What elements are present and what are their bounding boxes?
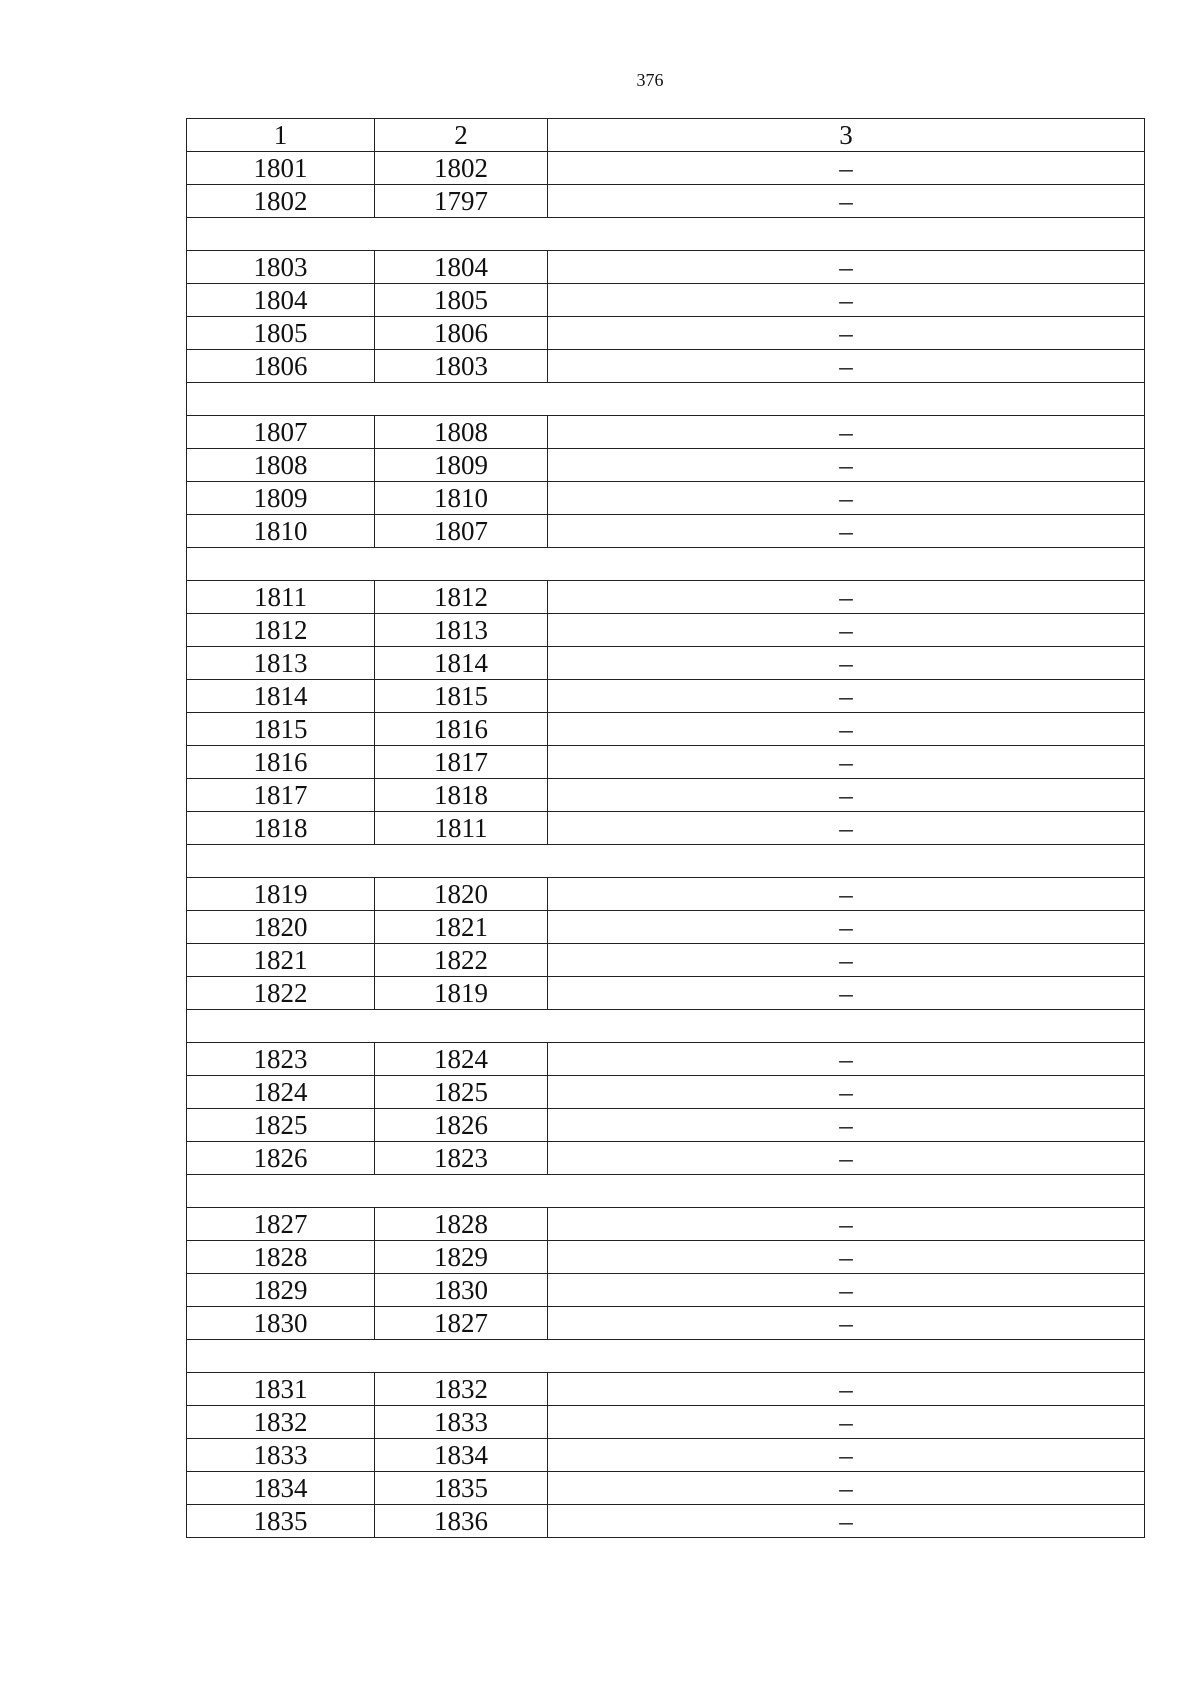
cell-col-3: –	[548, 713, 1145, 746]
cell-col-2: 1820	[375, 878, 548, 911]
cell-col-1: 1811	[187, 581, 375, 614]
cell-col-3: –	[548, 350, 1145, 383]
cell-col-1: 1835	[187, 1505, 375, 1538]
group-separator-row	[187, 845, 1145, 878]
group-separator-row	[187, 1175, 1145, 1208]
cell-col-1: 1818	[187, 812, 375, 845]
cell-col-1: 1812	[187, 614, 375, 647]
table-row	[187, 1241, 1145, 1274]
cell-col-3: –	[548, 1109, 1145, 1142]
cell-col-3: –	[548, 779, 1145, 812]
cell-col-1: 1828	[187, 1241, 375, 1274]
header-cell-2: 2	[375, 119, 548, 152]
cell-col-1: 1804	[187, 284, 375, 317]
table-row	[187, 614, 1145, 647]
group-separator-cell	[187, 548, 1145, 581]
cell-col-3: –	[548, 1241, 1145, 1274]
cell-col-1: 1827	[187, 1208, 375, 1241]
cell-col-2: 1808	[375, 416, 548, 449]
cell-col-2: 1810	[375, 482, 548, 515]
cell-col-2: 1811	[375, 812, 548, 845]
table-row	[187, 1142, 1145, 1175]
cell-col-3: –	[548, 1043, 1145, 1076]
table-row	[187, 1208, 1145, 1241]
cell-col-3: –	[548, 911, 1145, 944]
group-separator-cell	[187, 218, 1145, 251]
cell-col-3: –	[548, 482, 1145, 515]
table-row	[187, 713, 1145, 746]
table-row	[187, 1439, 1145, 1472]
cell-col-3: –	[548, 1208, 1145, 1241]
cell-col-1: 1825	[187, 1109, 375, 1142]
cell-col-2: 1817	[375, 746, 548, 779]
cell-col-1: 1822	[187, 977, 375, 1010]
table-row	[187, 185, 1145, 218]
cell-col-3: –	[548, 449, 1145, 482]
cell-col-2: 1835	[375, 1472, 548, 1505]
cell-col-2: 1813	[375, 614, 548, 647]
cell-col-1: 1830	[187, 1307, 375, 1340]
table-row	[187, 1274, 1145, 1307]
group-separator-cell	[187, 1010, 1145, 1043]
cell-col-2: 1805	[375, 284, 548, 317]
cell-col-1: 1802	[187, 185, 375, 218]
cell-col-1: 1803	[187, 251, 375, 284]
cell-col-3: –	[548, 944, 1145, 977]
header-cell-1: 1	[187, 119, 375, 152]
table-row	[187, 482, 1145, 515]
cell-col-3: –	[548, 812, 1145, 845]
cell-col-3: –	[548, 284, 1145, 317]
cell-col-2: 1819	[375, 977, 548, 1010]
table-body	[187, 119, 1145, 1538]
group-separator-row	[187, 218, 1145, 251]
cell-col-1: 1806	[187, 350, 375, 383]
table-row	[187, 515, 1145, 548]
cell-col-3: –	[548, 1373, 1145, 1406]
cell-col-2: 1806	[375, 317, 548, 350]
table-row	[187, 449, 1145, 482]
cell-col-1: 1834	[187, 1472, 375, 1505]
cell-col-3: –	[548, 152, 1145, 185]
cell-col-1: 1817	[187, 779, 375, 812]
table-row	[187, 284, 1145, 317]
cell-col-3: –	[548, 1439, 1145, 1472]
group-separator-cell	[187, 1340, 1145, 1373]
header-cell-3: 3	[548, 119, 1145, 152]
group-separator-cell	[187, 383, 1145, 416]
cell-col-2: 1826	[375, 1109, 548, 1142]
table-row	[187, 944, 1145, 977]
cell-col-1: 1808	[187, 449, 375, 482]
cell-col-1: 1807	[187, 416, 375, 449]
table-row	[187, 878, 1145, 911]
cell-col-1: 1820	[187, 911, 375, 944]
cell-col-1: 1813	[187, 647, 375, 680]
cell-col-2: 1809	[375, 449, 548, 482]
table-row	[187, 812, 1145, 845]
cell-col-3: –	[548, 581, 1145, 614]
cell-col-3: –	[548, 878, 1145, 911]
cell-col-2: 1803	[375, 350, 548, 383]
table-row	[187, 317, 1145, 350]
cell-col-1: 1819	[187, 878, 375, 911]
table-row	[187, 1406, 1145, 1439]
cell-col-2: 1822	[375, 944, 548, 977]
cell-col-2: 1833	[375, 1406, 548, 1439]
cell-col-1: 1824	[187, 1076, 375, 1109]
cell-col-3: –	[548, 515, 1145, 548]
cell-col-2: 1827	[375, 1307, 548, 1340]
table-row	[187, 350, 1145, 383]
table-row	[187, 1043, 1145, 1076]
cell-col-3: –	[548, 1142, 1145, 1175]
page-number: 376	[636, 70, 664, 90]
cell-col-3: –	[548, 746, 1145, 779]
cell-col-3: –	[548, 977, 1145, 1010]
table-row	[187, 416, 1145, 449]
data-table	[186, 118, 1145, 1538]
cell-col-3: –	[548, 1307, 1145, 1340]
cell-col-3: –	[548, 317, 1145, 350]
header-row	[187, 119, 1145, 152]
table-row	[187, 1307, 1145, 1340]
cell-col-1: 1832	[187, 1406, 375, 1439]
table-row	[187, 1109, 1145, 1142]
cell-col-3: –	[548, 1076, 1145, 1109]
cell-col-2: 1829	[375, 1241, 548, 1274]
cell-col-3: –	[548, 614, 1145, 647]
cell-col-3: –	[548, 185, 1145, 218]
cell-col-2: 1828	[375, 1208, 548, 1241]
cell-col-2: 1830	[375, 1274, 548, 1307]
cell-col-1: 1816	[187, 746, 375, 779]
cell-col-1: 1814	[187, 680, 375, 713]
cell-col-3: –	[548, 1472, 1145, 1505]
cell-col-1: 1833	[187, 1439, 375, 1472]
cell-col-2: 1797	[375, 185, 548, 218]
cell-col-3: –	[548, 1505, 1145, 1538]
cell-col-3: –	[548, 1274, 1145, 1307]
table-row	[187, 152, 1145, 185]
table-row	[187, 1472, 1145, 1505]
table-row	[187, 1505, 1145, 1538]
cell-col-1: 1823	[187, 1043, 375, 1076]
table-row	[187, 581, 1145, 614]
cell-col-2: 1802	[375, 152, 548, 185]
table-row	[187, 911, 1145, 944]
cell-col-2: 1832	[375, 1373, 548, 1406]
cell-col-3: –	[548, 251, 1145, 284]
table-row	[187, 647, 1145, 680]
table-row	[187, 746, 1145, 779]
cell-col-2: 1816	[375, 713, 548, 746]
cell-col-2: 1836	[375, 1505, 548, 1538]
cell-col-1: 1831	[187, 1373, 375, 1406]
group-separator-row	[187, 548, 1145, 581]
cell-col-1: 1826	[187, 1142, 375, 1175]
cell-col-2: 1812	[375, 581, 548, 614]
group-separator-row	[187, 383, 1145, 416]
group-separator-cell	[187, 845, 1145, 878]
cell-col-1: 1809	[187, 482, 375, 515]
cell-col-3: –	[548, 647, 1145, 680]
cell-col-2: 1821	[375, 911, 548, 944]
cell-col-2: 1823	[375, 1142, 548, 1175]
cell-col-3: –	[548, 1406, 1145, 1439]
cell-col-2: 1818	[375, 779, 548, 812]
cell-col-2: 1824	[375, 1043, 548, 1076]
cell-col-2: 1825	[375, 1076, 548, 1109]
table-row	[187, 251, 1145, 284]
table-row	[187, 1076, 1145, 1109]
cell-col-1: 1801	[187, 152, 375, 185]
cell-col-1: 1805	[187, 317, 375, 350]
table-row	[187, 680, 1145, 713]
table-row	[187, 977, 1145, 1010]
group-separator-cell	[187, 1175, 1145, 1208]
cell-col-3: –	[548, 680, 1145, 713]
cell-col-1: 1810	[187, 515, 375, 548]
group-separator-row	[187, 1010, 1145, 1043]
cell-col-2: 1804	[375, 251, 548, 284]
cell-col-2: 1814	[375, 647, 548, 680]
cell-col-1: 1829	[187, 1274, 375, 1307]
cell-col-3: –	[548, 416, 1145, 449]
group-separator-row	[187, 1340, 1145, 1373]
cell-col-1: 1821	[187, 944, 375, 977]
cell-col-2: 1807	[375, 515, 548, 548]
cell-col-2: 1834	[375, 1439, 548, 1472]
table-row	[187, 1373, 1145, 1406]
cell-col-2: 1815	[375, 680, 548, 713]
table-row	[187, 779, 1145, 812]
cell-col-1: 1815	[187, 713, 375, 746]
